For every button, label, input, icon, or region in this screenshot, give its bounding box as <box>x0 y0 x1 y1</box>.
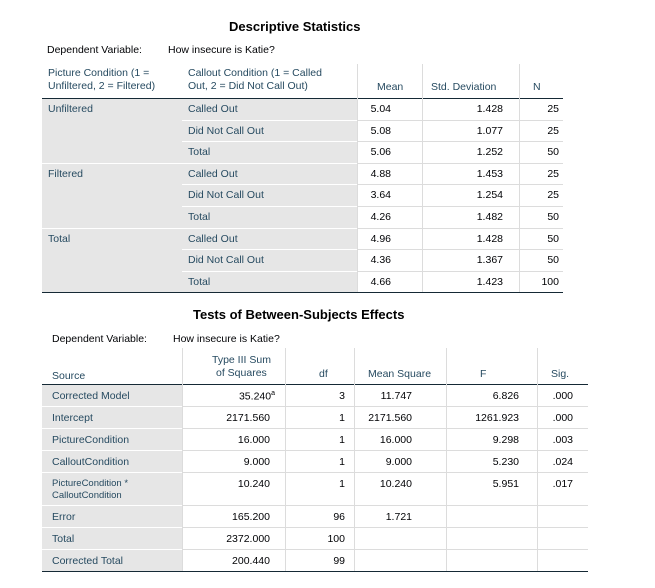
desc-dependent-variable-label: Dependent Variable: <box>47 44 142 56</box>
tests-source-label: CalloutCondition <box>52 490 122 501</box>
tests-row-divider-data <box>182 549 588 550</box>
desc-mean-value: 5.04 <box>370 103 391 115</box>
tests-source-label: Total <box>52 533 75 545</box>
tests-ms-value: 1.721 <box>385 511 412 523</box>
tests-col-f: F <box>480 368 487 380</box>
tests-f-value: 1261.923 <box>475 412 519 424</box>
tests-ss-value: 10.240 <box>237 478 270 490</box>
tests-header-rule <box>42 384 588 385</box>
tests-row-divider-data <box>182 527 588 528</box>
desc-n-value: 25 <box>547 189 559 202</box>
desc-n-value: 100 <box>541 275 559 288</box>
desc-row-divider-data <box>357 271 563 272</box>
desc-mean-value: 4.66 <box>370 275 391 288</box>
desc-callout-label: Total <box>188 146 211 159</box>
tests-df-value: 3 <box>339 390 345 402</box>
tests-row-divider <box>42 406 182 407</box>
tests-col-df: df <box>319 368 328 380</box>
desc-sd-value: 1.254 <box>476 189 503 202</box>
tests-ms-value: 10.240 <box>379 478 412 490</box>
tests-row-divider-data <box>182 406 588 407</box>
tests-f-value: 5.230 <box>492 456 519 468</box>
descriptive-statistics-title: Descriptive Statistics <box>229 19 361 34</box>
desc-row-divider-data <box>357 228 563 229</box>
desc-n-value: 50 <box>547 146 559 159</box>
tests-source-label: Corrected Total <box>52 555 124 567</box>
desc-sd-value: 1.367 <box>476 254 503 267</box>
desc-row-divider-data <box>357 120 563 121</box>
tests-col-ss-line1: Type III Sum <box>212 354 271 366</box>
tests-row-divider <box>42 472 182 473</box>
tests-row-divider <box>42 505 182 506</box>
desc-mean-value: 4.36 <box>370 254 391 267</box>
desc-mean-value: 4.26 <box>370 211 391 223</box>
tests-ss-value: 16.000 <box>237 434 270 446</box>
desc-bottom-rule <box>42 292 563 293</box>
tests-row-divider <box>42 450 182 451</box>
tests-row-divider-data <box>182 428 588 429</box>
tests-ms-value: 9.000 <box>385 456 412 468</box>
desc-sd-value: 1.482 <box>476 211 503 223</box>
desc-callout-label: Did Not Call Out <box>188 189 264 202</box>
desc-sd-value: 1.077 <box>476 124 503 137</box>
tests-sig-value: .000 <box>552 390 573 402</box>
tests-source-label: PictureCondition <box>52 434 130 446</box>
tests-sig-value: .017 <box>552 478 573 490</box>
tests-df-value: 1 <box>339 478 345 490</box>
desc-mean-value: 4.96 <box>370 232 391 245</box>
desc-n-value: 25 <box>547 124 559 137</box>
tests-ss-value: 35.240$^a$ <box>238 390 275 403</box>
tests-ms-value: 16.000 <box>379 434 412 446</box>
tests-source-label: Intercept <box>52 412 93 424</box>
tests-row-divider <box>42 428 182 429</box>
descriptive-statistics-table <box>42 64 563 292</box>
tests-ss-value: 200.440 <box>232 555 270 567</box>
tests-row-divider-data <box>182 450 588 451</box>
desc-sd-value: 1.428 <box>476 103 503 115</box>
tests-sig-value: .003 <box>552 434 573 446</box>
desc-callout-label: Did Not Call Out <box>188 124 264 137</box>
desc-col-mean: Mean <box>377 81 404 93</box>
desc-col-callout-line2: Out, 2 = Did Not Call Out) <box>188 80 308 92</box>
tests-source-label: Error <box>52 511 76 523</box>
tests-col-ms: Mean Square <box>368 368 432 380</box>
tests-dependent-variable-label: Dependent Variable: <box>52 333 147 345</box>
desc-dependent-variable-value: How insecure is Katie? <box>168 44 275 56</box>
desc-callout-label: Called Out <box>188 167 238 180</box>
tests-sig-value: .000 <box>552 412 573 424</box>
desc-group-label: Filtered <box>48 167 84 180</box>
desc-mean-value: 5.08 <box>370 124 391 137</box>
desc-row-divider-data <box>357 249 563 250</box>
tests-ms-value: 11.747 <box>380 390 412 402</box>
tests-ss-value: 2171.560 <box>226 412 270 424</box>
desc-sd-value: 1.423 <box>476 275 503 288</box>
tests-between-subjects-table <box>42 348 588 578</box>
desc-n-value: 25 <box>547 103 559 115</box>
tests-f-value: 6.826 <box>492 390 519 402</box>
tests-row-divider-data <box>182 472 588 473</box>
tests-source-label: CalloutCondition <box>52 456 130 468</box>
desc-sd-value: 1.428 <box>476 232 503 245</box>
desc-group-label: Total <box>48 232 71 245</box>
desc-col-n: N <box>533 81 541 93</box>
tests-row-divider <box>42 527 182 528</box>
desc-row-divider-data <box>357 163 563 164</box>
tests-row-divider <box>42 549 182 550</box>
tests-ss-value: 2372.000 <box>226 533 270 545</box>
tests-col-sig: Sig. <box>551 368 570 380</box>
desc-n-value: 25 <box>547 167 559 180</box>
tests-f-value: 9.298 <box>492 434 519 446</box>
tests-ss-value: 9.000 <box>243 456 270 468</box>
desc-sd-value: 1.252 <box>476 146 503 159</box>
tests-between-subjects-title: Tests of Between-Subjects Effects <box>193 307 405 322</box>
tests-row-divider-data <box>182 505 588 506</box>
desc-n-value: 50 <box>547 254 559 267</box>
desc-row-divider-data <box>357 206 563 207</box>
desc-n-value: 50 <box>547 211 559 223</box>
tests-df-value: 100 <box>327 533 345 545</box>
desc-group-label: Unfiltered <box>48 103 93 115</box>
desc-mean-value: 3.64 <box>370 189 391 202</box>
tests-col-ss-line2: of Squares <box>216 367 267 379</box>
desc-n-value: 50 <box>547 232 559 245</box>
tests-df-value: 99 <box>333 555 345 567</box>
desc-sd-value: 1.453 <box>476 167 503 180</box>
desc-mean-value: 4.88 <box>370 167 391 180</box>
desc-row-divider-data <box>357 141 563 142</box>
tests-dependent-variable-value: How insecure is Katie? <box>173 333 280 345</box>
tests-df-value: 1 <box>339 434 345 446</box>
desc-col-picture-line1: Picture Condition (1 = <box>48 67 150 79</box>
footnote-marker: a <box>271 390 275 397</box>
tests-source-label: Corrected Model <box>52 390 130 402</box>
tests-col-source: Source <box>52 370 86 382</box>
tests-ms-value: 2171.560 <box>368 412 412 424</box>
tests-bottom-rule <box>42 571 588 572</box>
desc-col-picture-line2: Unfiltered, 2 = Filtered) <box>48 80 156 92</box>
desc-callout-label: Total <box>188 211 211 223</box>
desc-callout-label: Did Not Call Out <box>188 254 264 267</box>
desc-row-divider-data <box>357 184 563 185</box>
tests-f-value: 5.951 <box>492 478 519 490</box>
tests-df-value: 96 <box>333 511 345 523</box>
desc-header-rule <box>42 98 563 99</box>
desc-callout-label: Called Out <box>188 103 238 115</box>
desc-mean-value: 5.06 <box>370 146 391 159</box>
desc-callout-label: Total <box>188 275 211 288</box>
tests-ss-value: 165.200 <box>232 511 270 523</box>
desc-col-sd: Std. Deviation <box>431 81 497 93</box>
tests-source-label: PictureCondition * <box>52 478 129 489</box>
tests-df-value: 1 <box>339 412 345 424</box>
desc-callout-label: Called Out <box>188 232 238 245</box>
desc-col-callout-line1: Callout Condition (1 = Called <box>188 67 322 79</box>
tests-df-value: 1 <box>339 456 345 468</box>
tests-sig-value: .024 <box>552 456 573 468</box>
